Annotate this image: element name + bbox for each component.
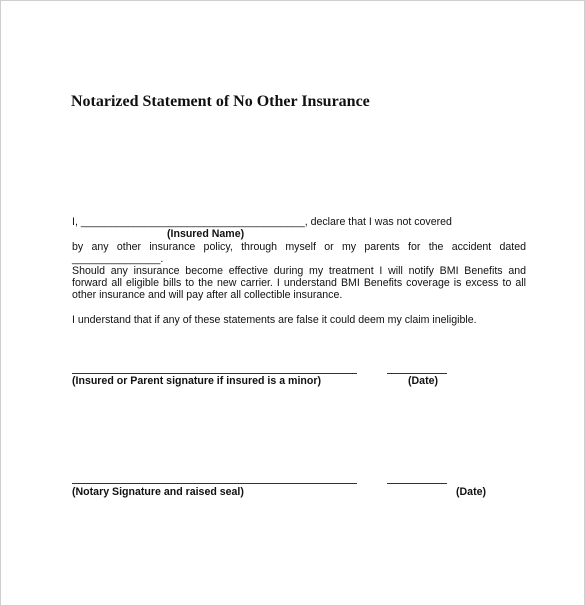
notary-signature-line — [72, 483, 357, 484]
page-title: Notarized Statement of No Other Insurance — [71, 93, 370, 110]
notary-signature-label: (Notary Signature and raised seal) — [72, 486, 244, 498]
paragraph-2-line-2: forward all eligible bills to the new carrier. I understand BMI Benefits coverage is excess to all — [72, 277, 526, 289]
date-line-1 — [387, 373, 447, 374]
insured-signature-label: (Insured or Parent signature if insured is a minor) — [72, 375, 321, 387]
declaration-line: I, ______________________________________, declare that I was not covered — [72, 216, 452, 228]
insured-name-caption: (Insured Name) — [167, 228, 245, 240]
paragraph-1-line-1: by any other insurance policy, through myself or my parents for the accident dated — [72, 241, 526, 253]
paragraph-2-line-3: other insurance and will pay after all collectible insurance. — [72, 289, 343, 301]
paragraph-2-line-1: Should any insurance become effective during my treatment I will notify BMI Benefits and — [72, 265, 526, 277]
insured-signature-line — [72, 373, 357, 374]
date-label-1: (Date) — [408, 375, 439, 387]
paragraph-3: I understand that if any of these statements are false it could deem my claim ineligible. — [72, 314, 477, 326]
paragraph-1-line-2: _______________. — [72, 253, 164, 265]
date-line-2 — [387, 483, 447, 484]
date-label-2: (Date) — [456, 486, 487, 498]
